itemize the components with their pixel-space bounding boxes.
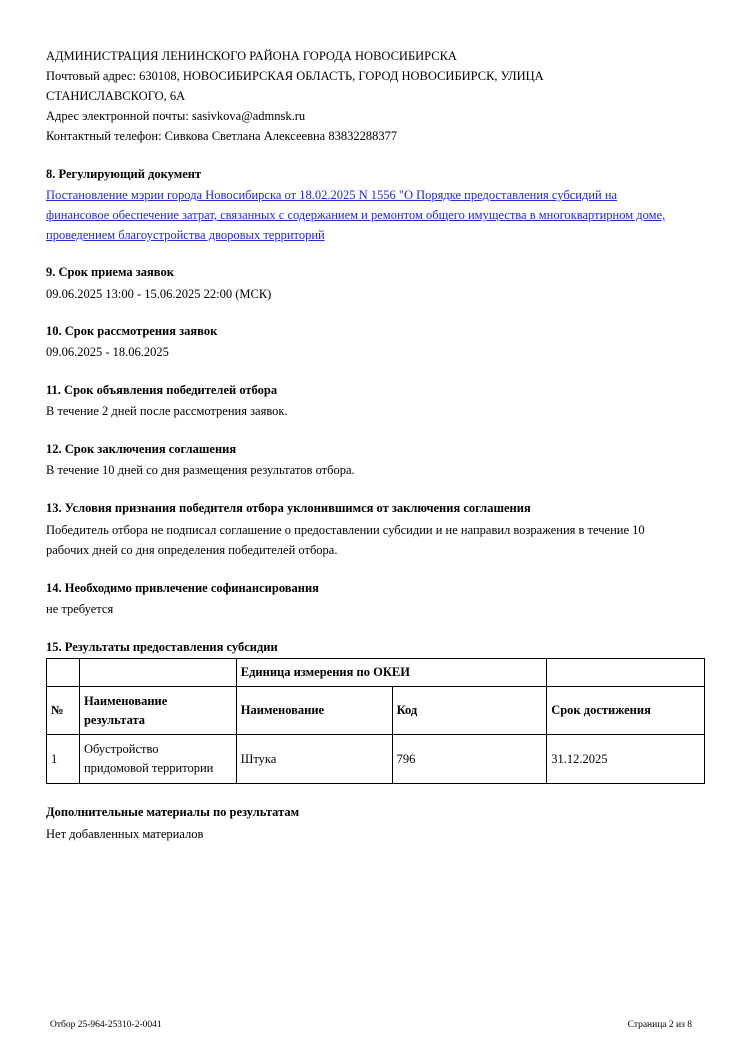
section-10-heading: 10. Срок рассмотрения заявок xyxy=(46,324,218,338)
additional-materials-text: Нет добавленных материалов xyxy=(46,827,204,841)
header-result-name-line-2: результата xyxy=(83,712,146,727)
cell-deadline: 31.12.2025 xyxy=(547,735,705,784)
table-header-row xyxy=(47,687,705,735)
section-13-text-line-1: Победитель отбора не подписал соглашение о предоставлении субсидии и не направил возражения в течение 10 xyxy=(46,523,645,537)
footer-page-number: Страница 2 из 8 xyxy=(627,1020,692,1030)
regulation-link-line-2[interactable]: финансовое обеспечение затрат, связанных с содержанием и ремонтом общего имущества в многоквартирном доме, xyxy=(46,208,666,222)
section-15-heading: 15. Результаты предоставления субсидии xyxy=(46,640,278,654)
section-10-text: 09.06.2025 - 18.06.2025 xyxy=(46,345,169,359)
cell-result-line-2: придомовой территории xyxy=(83,761,214,775)
email-address: Адрес электронной почты: sasivkova@admnsk.ru xyxy=(46,109,306,123)
header-code: Код xyxy=(392,687,547,735)
results-table xyxy=(46,658,705,784)
cell-result-line-1: Обустройство xyxy=(83,742,159,756)
section-8-heading: 8. Регулирующий документ xyxy=(46,167,202,181)
table-row xyxy=(47,735,705,784)
section-13-heading: 13. Условия признания победителя отбора уклонившимся от заключения соглашения xyxy=(46,501,531,515)
header-result-name-line-1: Наименование xyxy=(83,693,168,708)
section-12-heading: 12. Срок заключения соглашения xyxy=(46,442,237,456)
section-11-text: В течение 2 дней после рассмотрения заявок. xyxy=(46,404,288,418)
additional-materials-heading: Дополнительные материалы по результатам xyxy=(46,805,300,819)
postal-address: Почтовый адрес: 630108, НОВОСИБИРСКАЯ ОБЛАСТЬ, ГОРОД НОВОСИБИРСК, УЛИЦА xyxy=(46,69,544,83)
okei-group-header: Единица измерения по ОКЕИ xyxy=(236,659,546,687)
section-14-text: не требуется xyxy=(46,602,114,616)
table-group-header-row xyxy=(47,659,705,687)
cell-num: 1 xyxy=(47,735,80,784)
org-name: АДМИНИСТРАЦИЯ ЛЕНИНСКОГО РАЙОНА ГОРОДА НОВОСИБИРСКА xyxy=(46,49,457,63)
section-9-heading: 9. Срок приема заявок xyxy=(46,265,174,279)
header-result-name xyxy=(79,687,236,735)
section-11-heading: 11. Срок объявления победителей отбора xyxy=(46,383,278,397)
section-13-text-line-2: рабочих дней со дня определения победителей отбора. xyxy=(46,543,338,557)
header-deadline: Срок достижения xyxy=(547,687,705,735)
postal-address-continued: СТАНИСЛАВСКОГО, 6А xyxy=(46,89,186,103)
section-9-text: 09.06.2025 13:00 - 15.06.2025 22:00 (МСК) xyxy=(46,287,272,301)
table-cell-empty xyxy=(547,659,705,687)
cell-code: 796 xyxy=(392,735,547,784)
section-14-heading: 14. Необходимо привлечение софинансирования xyxy=(46,581,319,595)
table-cell-empty xyxy=(47,659,80,687)
header-num: № xyxy=(47,687,80,735)
cell-result xyxy=(79,735,236,784)
footer-tender-id: Отбор 25-964-25310-2-0041 xyxy=(50,1020,162,1030)
contact-phone: Контактный телефон: Сивкова Светлана Алексеевна 83832288377 xyxy=(46,129,398,143)
header-unit-name: Наименование xyxy=(236,687,392,735)
cell-unit: Штука xyxy=(236,735,392,784)
section-12-text: В течение 10 дней со дня размещения результатов отбора. xyxy=(46,463,355,477)
regulation-link-line-3[interactable]: проведением благоустройства дворовых территорий xyxy=(46,228,325,242)
table-cell-empty xyxy=(79,659,236,687)
regulation-link-line-1[interactable]: Постановление мэрии города Новосибирска от 18.02.2025 N 1556 "О Порядке предоставления субсидий на xyxy=(46,188,618,202)
